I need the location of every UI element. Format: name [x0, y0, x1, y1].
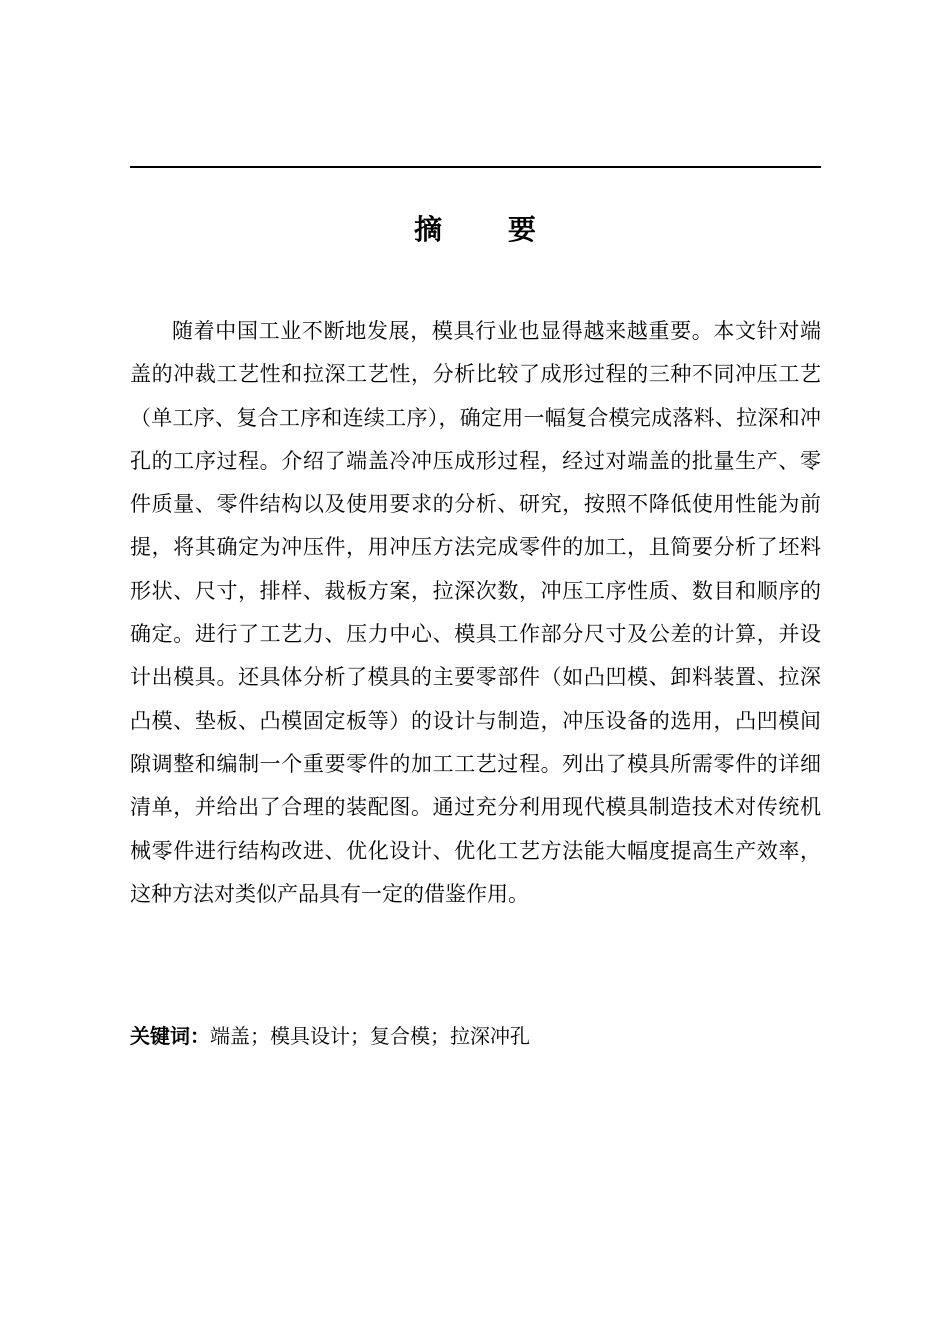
keywords-text: 端盖；模具设计；复合模；拉深冲孔 [210, 1024, 530, 1048]
abstract-title: 摘 要 [414, 213, 564, 246]
keywords-line [130, 1020, 821, 1052]
abstract-body: 随着中国工业不断地发展，模具行业也显得越来越重要。本文针对端盖的冲裁工艺性和拉深工艺性，分析比较了成形过程的三种不同冲压工艺（单工序、复合工序和连续工序），确定用一幅复合模完成落料、拉深和冲孔的工序过程。介绍了端盖冷冲压成形过程，经过对端盖的批量生产、零件质量、零件结构以及使用要求的分析、研究，按照不降低使用性能为前提，将其确定为冲压件，用冲压方法完成零件的加工，且简要分析了坯料形状、尺寸，排样、裁板方案，拉深次数，冲压工序性质、数目和顺序的确定。进行了工艺力、压力中心、模具工作部分尺寸及公差的计算，并设计出模具。还具体分析了模具的主要零部件（如凸凹模、卸料装置、拉深凸模、垫板、凸模固定板等）的设计与制造，冲压设备的选用，凸凹模间隙调整和编制一个重要零件的加工工艺过程。列出了模具所需零件的详细清单，并给出了合理的装配图。通过充分利用现代模具制造技术对传统机械零件进行结构改进、优化设计、优化工艺方法能大幅度提高生产效率，这种方法对类似产品具有一定的借鉴作用。 [130, 319, 821, 906]
keywords-label: 关键词： [130, 1024, 210, 1048]
header-rule [130, 166, 821, 168]
